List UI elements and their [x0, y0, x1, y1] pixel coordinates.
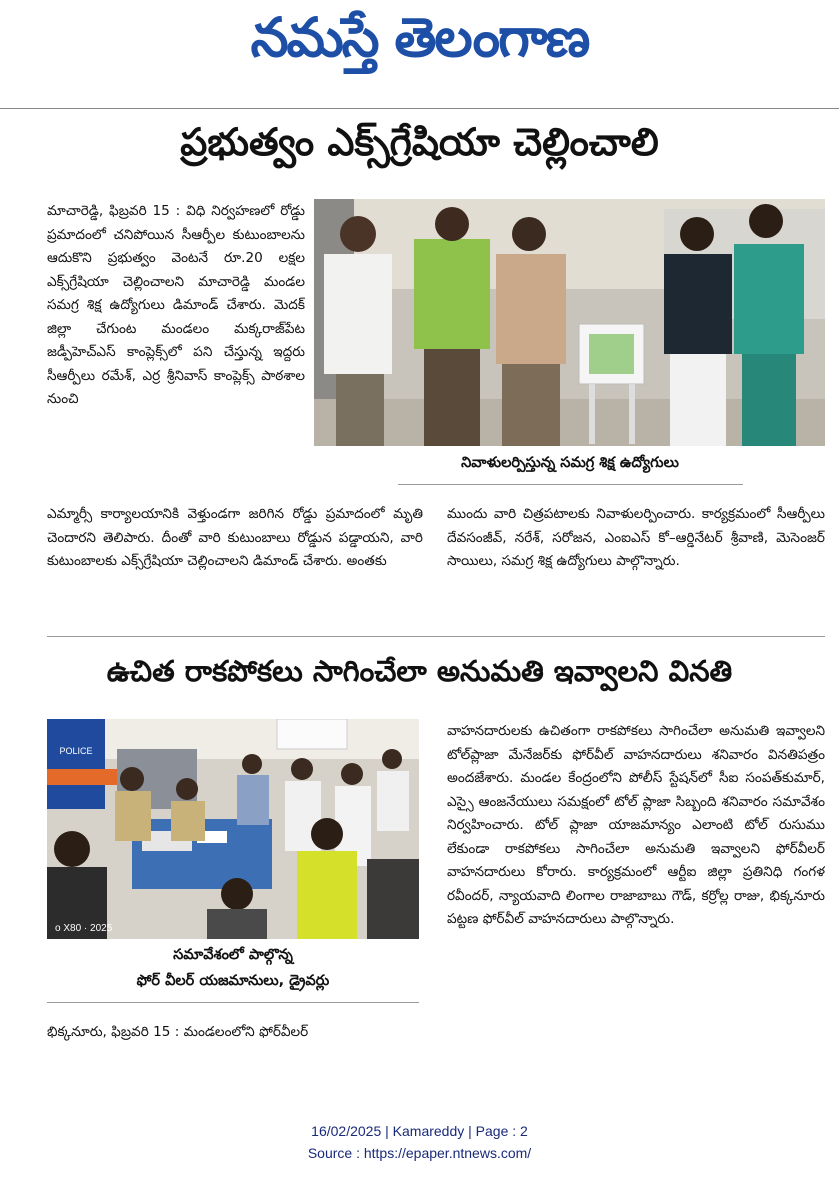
article1-column-bottom-left: ఎమ్మార్సీ కార్యాలయానికి వెళ్తుండగా జరిగిన రోడ్డు ప్రమాదంలో మృతి చెందారని తెలిపారు. దీంతో వారి కుటుంబాలు రోడ్డున పడ్డాయని, వారి కుటుంబాలకు ఎక్స్‌గ్రేషియా చెల్లించాలని డిమాండ్ చేశారు. అంతకు: [47, 506, 423, 569]
article1-photo: [314, 199, 825, 446]
photo-watermark-text: o X80 · 2025: [55, 923, 113, 934]
footer-source-link[interactable]: Source : https://epaper.ntnews.com/: [307, 1145, 532, 1161]
police-sign-text: POLICE: [59, 746, 93, 756]
article2-headline: ఉచిత రాకపోకలు సాగించేలా అనుమతి ఇవ్వాలని వినతి: [106, 654, 733, 688]
article1-headline: ప్రభుత్వం ఎక్స్‌గ్రేషియా చెల్లించాలి: [180, 120, 659, 164]
newspaper-logo: నమస్తే తెలంగాణ: [250, 6, 589, 69]
footer-date-info: 16/02/2025 | Kamareddy | Page : 2: [311, 1123, 528, 1139]
article1-column-left: మాచారెడ్డి, ఫిబ్రవరి 15 : విధి నిర్వహణలో రోడ్డు ప్రమాదంలో చనిపోయిన సీఆర్పీల కుటుంబాలను ఆదుకొని ప్రభుత్వం వెంటనే రూ.20 లక్షల ఎక్స్‌గ్రేషియా చెల్లించాలని మాచారెడ్డి మండల సమగ్ర శిక్ష ఉద్యోగులు డిమాండ్ చేశారు. మెదక్ జిల్లా చేగుంట మండలం మక్కరాజ్‌పేట జడ్పీహెచ్ఎస్ కాంప్లెక్స్‌లో పని చేస్తున్న ఇద్దరు సీఆర్పీలు రమేశ్, ఎర్ర శ్రీనివాస్ కాంప్లెక్స్ పాఠశాల నుంచి: [47, 203, 305, 407]
article2-photo-caption-line1: సమావేశంలో పాల్గొన్న: [173, 947, 293, 963]
article2-column-bottom-left: భిక్కనూరు, ఫిబ్రవరి 15 : మండలంలోని ఫోర్‌వీలర్: [47, 1024, 309, 1040]
caption-underline-2: [47, 1002, 419, 1003]
article2-column-right: వాహనదారులకు ఉచితంగా రాకపోకలు సాగించేలా అనుమతి ఇవ్వాలని టోల్‌ప్లాజా మేనేజర్‌కు ఫోర్‌వీల్ వాహనదారులు శనివారం వినతిపత్రం అందజేశారు. మండల కేంద్రంలోని పోలీస్ స్టేషన్‌లో సీఐ సంపత్‌కుమార్, ఎస్సై ఆంజనేయులు సమక్షంలో టోల్ ప్లాజా సిబ్బంది శనివారం సమావేశం నిర్వహించారు. టోల్ ప్లాజా యాజమాన్యం ఎలాంటి టోల్ రుసుము లేకుండా రాకపోకలు సాగించేలా అనుమతి ఇవ్వాలని ఫోర్‌వీలర్ వాహనదారులు కోరారు. కార్యక్రమంలో ఆర్టీఐ జిల్లా ప్రతినిధి గంగళ రవీందర్, న్యాయవాది లింగాల రాజాబాబు గౌడ్, కర్రోల్ల రాజు, భిక్కనూరు పట్టణ ఫోర్‌వీల్ వాహనదారులు పాల్గొన్నారు.: [447, 723, 825, 927]
article1-column-bottom-right: ముందు వారి చిత్రపటాలకు నివాళులర్పించారు. కార్యక్రమంలో సీఆర్పీలు దేవసంజీవ్, నరేశ్, సరోజన, ఎంఐఎస్ కో–ఆర్డినేటర్ శ్రీవాణి, మెసెంజర్ సాయిలు, సమగ్ర శిక్ష ఉద్యోగులు పాల్గొన్నారు.: [447, 506, 825, 569]
masthead: [0, 0, 839, 95]
article1-photo-caption: నివాళులర్పిస్తున్న సమగ్ర శిక్ష ఉద్యోగులు: [461, 455, 679, 471]
tribute-photo-image: [314, 199, 825, 446]
meeting-photo-image: [47, 719, 419, 939]
article2-photo: [47, 719, 419, 939]
masthead-divider: [0, 108, 839, 109]
article-divider: [47, 636, 825, 637]
article2-photo-caption-line2: ఫోర్ వీలర్ యజమానులు, డ్రైవర్లు: [136, 973, 330, 989]
caption-underline: [398, 484, 743, 485]
